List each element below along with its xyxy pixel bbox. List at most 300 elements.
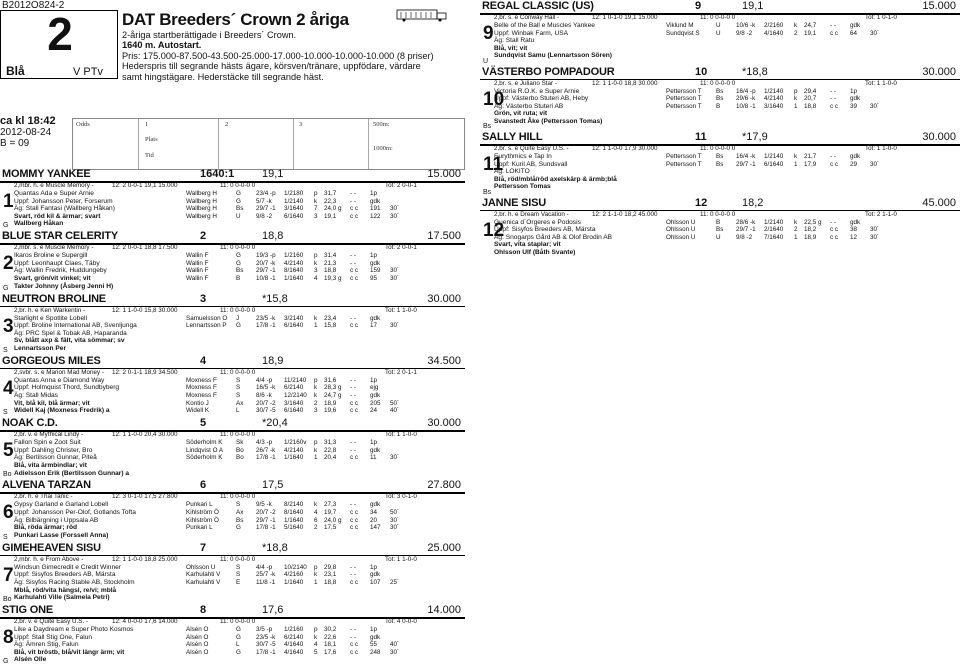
start-cell: Pettersson T — [666, 153, 702, 160]
colors-line: Svart, röd kil & ärmar; svart — [14, 212, 101, 220]
grid-col-1: 1 — [145, 121, 149, 128]
start-cell: - - — [350, 314, 356, 322]
prev-year-stat: 11: 0 0-0-0 0 — [700, 145, 736, 152]
start-cell: 20 — [370, 516, 378, 524]
horse-entry — [0, 479, 465, 541]
prize-money: 30.000 — [427, 292, 461, 305]
start-cell: 30´ — [390, 322, 400, 330]
start-cell: Moxness F — [186, 392, 217, 400]
start-cell: Sk — [236, 439, 244, 447]
start-cell: Lennartsson P — [186, 322, 227, 330]
start-cell: - - — [350, 259, 356, 267]
start-cell: - - — [350, 392, 356, 400]
start-cell: Pettersson T — [666, 160, 702, 168]
dam-line: Starlight e Spotlite Lobell — [14, 314, 87, 322]
horse-summary — [14, 431, 83, 439]
prev-year-stat: 11: 0 0-0-0 0 — [700, 79, 736, 87]
start-cell: U — [716, 22, 721, 29]
start-cell: Söderholm K — [186, 454, 223, 462]
start-cell: 3/5 -p — [256, 626, 273, 634]
start-cell: c c — [350, 212, 359, 220]
start-cell: G — [236, 633, 241, 641]
best-time: 18,8 — [262, 230, 284, 243]
race-color-label: Blå — [6, 64, 25, 78]
start-cell: 4 — [314, 641, 318, 649]
start-cell: 1 — [794, 160, 798, 168]
best-time: 19,1 — [742, 0, 764, 12]
start-cell: c c — [350, 454, 359, 462]
shoe-code: S — [3, 533, 8, 541]
owner-line: Äg: LOKITO — [494, 168, 530, 176]
start-cell: 24,0 g — [324, 205, 342, 213]
race-line: Pris: 175.000-87.500-43.500-25.000-17.000-10.000-10.000-10.000 (8 priser) — [122, 50, 434, 61]
start-cell: - - — [350, 384, 356, 392]
start-cell: 19,6 — [324, 407, 337, 415]
colors-line: Blå, vit; vit — [494, 44, 528, 52]
total-stat: Tot: 2 0-1-1 — [385, 368, 417, 376]
start-cell: 3 — [314, 212, 318, 220]
start-cell: 19,3 g — [324, 275, 342, 283]
horse-name: BLUE STAR CELERITY — [2, 230, 118, 243]
start-cell: 40´ — [390, 641, 400, 649]
owner-line: Äg: Ämren Stig, Falun — [14, 641, 79, 649]
start-cell: 50´ — [390, 399, 400, 407]
start-info — [0, 116, 72, 168]
driver-line: Sundqvist Samu (Lennartsson Sören) — [494, 52, 612, 60]
start-cell: - - — [350, 633, 356, 641]
start-cell: c c — [350, 399, 359, 407]
total-stat: Tot: 1 1-0-0 — [385, 431, 417, 439]
prize-money: 30.000 — [427, 417, 461, 430]
start-cell: 6 — [314, 516, 318, 524]
season-stat: 12: 1 1-0-0 15,8 30.000 — [112, 306, 178, 314]
start-cell: 23/5 -k — [256, 633, 276, 641]
start-cell: 29/7 -1 — [256, 516, 276, 524]
start-cell: Alsén O — [186, 626, 209, 634]
prize-money: 45.000 — [922, 196, 956, 209]
start-cell: 4/2140 — [284, 446, 304, 454]
prev-year-stat: 11: 0 0-0-0 0 — [220, 431, 256, 439]
start-cell: Sundqvist S — [666, 29, 700, 37]
owner-line: Äg: Wallin Fredrik, Huddungeby — [14, 267, 107, 275]
start-cell: B — [716, 218, 721, 226]
start-cell: Kontio J — [186, 399, 209, 407]
dam-line: Gypsy Garland e Garland Lobell — [14, 501, 109, 509]
horse-name: MOMMY YANKEE — [2, 168, 91, 180]
start-number: 4 — [3, 377, 14, 399]
colors-line: Vit, blå kil, blå ärmar; vit — [14, 399, 90, 407]
start-cell: 1p — [850, 87, 858, 95]
start-cell: 55 — [370, 641, 378, 649]
start-cell: k — [314, 501, 318, 509]
owner-line: Äg: Bilbärgning i Uppsala AB — [14, 516, 99, 524]
start-cell: 1p — [370, 626, 378, 634]
start-cell: gdk — [370, 392, 381, 400]
shoe-code: G — [3, 222, 9, 230]
start-number: 6 — [3, 502, 14, 524]
start-cell: 23/4 -p — [256, 190, 276, 197]
start-cell: 20/7 -k — [256, 259, 276, 267]
colors-line: Blå, röd/mblå/röd axelskärp & ärmb;blå — [494, 175, 617, 183]
start-cell: 2 — [794, 226, 798, 234]
start-cell: 22,3 — [324, 197, 337, 205]
total-stat: Tot: 1 0-1-0 — [865, 14, 897, 21]
start-cell: 30´ — [870, 233, 880, 241]
total-stat: Tot: 2 0-0-1 — [385, 182, 417, 189]
horse-record-mark: 1640:1 — [200, 168, 235, 180]
horse-name: NOAK C.D. — [2, 417, 58, 430]
season-stat: 12: 2 0-0-1 19,1 15.000 — [112, 182, 178, 189]
start-cell: 6/2140 — [284, 633, 304, 641]
start-cell: 30/7 -5 — [256, 407, 276, 415]
start-cell: 11/8 -1 — [256, 578, 276, 586]
start-cell: Ax — [236, 509, 244, 517]
start-cell: 4/2140 — [764, 95, 784, 103]
owner-line: Äg: Bertilsson Gunnar, Piteå — [14, 454, 97, 462]
start-cell: 4 — [314, 509, 318, 517]
start-cell: 29/7 -1 — [256, 205, 276, 213]
shoe-code: G — [3, 658, 9, 666]
start-cell: Bo — [236, 454, 244, 462]
start-cell: 4/1640 — [284, 641, 304, 649]
breeder-line: Uppf: Johansson Peter, Forserum — [14, 197, 113, 205]
start-cell: ejg — [370, 384, 379, 392]
start-cell: L — [236, 641, 240, 649]
race-line: Hederspris till segrande hästs ägare, körsven/tränare, uppfödare, värdare — [122, 61, 421, 72]
start-cell: 4 — [314, 275, 318, 283]
shoe-code: Bo — [3, 471, 12, 479]
start-cell: 1/1640 — [284, 578, 304, 586]
breeder-line: Uppf: Dahling Christer, Bro — [14, 446, 93, 454]
start-cell: 31,6 — [324, 376, 337, 384]
dam-line: Like a Daydream e Super Photo Kosmos — [14, 626, 134, 634]
start-cell: 4/4 -p — [256, 376, 273, 384]
start-cell: 12 — [850, 233, 858, 241]
start-cell: 19,1 — [804, 29, 817, 37]
start-cell: G — [236, 190, 241, 197]
start-cell: 17,5 — [324, 524, 337, 532]
start-cell: 20,4 — [324, 454, 337, 462]
start-cell: 4/2160 — [284, 571, 304, 579]
start-cell: c c — [830, 29, 839, 37]
start-cell: k — [314, 384, 318, 392]
start-cell: gdk — [370, 314, 381, 322]
start-cell: 5/1640 — [284, 524, 304, 532]
start-cell: Bs — [716, 95, 724, 103]
start-cell: 34 — [370, 509, 378, 517]
best-time: 18,2 — [742, 196, 764, 209]
start-cell: 19,7 — [324, 509, 337, 517]
start-cell: 18,8 — [324, 578, 337, 586]
start-cell: 30,2 — [324, 626, 337, 634]
prev-year-stat: 11: 0 0-0-0 0 — [220, 493, 256, 501]
start-number: 1 — [3, 191, 14, 212]
season-stat: 12: 1 1-0-0 18,8 25.000 — [112, 555, 178, 563]
owner-line: Äg: Västerbo Stuteri AB — [494, 102, 564, 110]
pedigree: 2,mbr. h. e Muscle Memory - — [14, 182, 94, 189]
start-cell: Bo — [236, 446, 244, 454]
start-cell: 31,3 — [324, 439, 337, 447]
start-cell: 8/6 -k — [256, 392, 272, 400]
start-cell: 7 — [314, 205, 318, 213]
start-cell: p — [314, 190, 318, 197]
owner-line: Äg: PRC Spel & Tobak AB, Haparanda — [14, 329, 127, 337]
start-cell: - - — [350, 190, 356, 197]
season-stat: 12: 2 1-1-0 18,2 45.000 — [592, 210, 658, 218]
race-title: DAT Breeders´ Crown 2 åriga — [122, 10, 349, 29]
start-cell: 18,9 — [804, 233, 817, 241]
start-cell: c c — [350, 267, 359, 275]
start-cell: - - — [350, 571, 356, 579]
start-cell: 17/8 -1 — [256, 648, 276, 656]
prev-year-stat: 11: 0 0-0-0 0 — [220, 306, 256, 314]
start-cell: 18,2 — [804, 226, 817, 234]
horse-entry — [480, 0, 960, 66]
start-cell: 29,8 — [324, 563, 337, 571]
dam-line: Belle of the Ball e Muscles Yankee — [494, 22, 595, 29]
start-cell: Wallin F — [186, 252, 209, 260]
season-stat: 12: 1 1-0-0 20,4 30.000 — [112, 431, 178, 439]
best-time: 19,1 — [262, 168, 284, 180]
start-cell: k — [794, 218, 798, 226]
breeder-line: Uppf: Sisyfos Breeders AB, Märsta — [14, 571, 116, 579]
start-cell: Punkari L — [186, 501, 213, 509]
shoe-code: Bo — [3, 596, 12, 604]
start-cell: Moxness F — [186, 384, 217, 392]
start-cell: p — [314, 626, 318, 634]
start-cell: 25/7 -k — [256, 571, 276, 579]
start-cell: c c — [350, 648, 359, 656]
start-cell: 1p — [370, 252, 378, 260]
start-cell: c c — [830, 160, 839, 168]
horse-summary — [14, 618, 88, 626]
colors-line: Grön, vit ruta; vit — [494, 110, 548, 118]
prev-year-stat: 11: 0 0-0-0 0 — [700, 210, 736, 218]
start-cell: 1/1640 — [284, 516, 304, 524]
owner-line: Äg: Stall Fantasi (Wallberg Håkan) — [14, 205, 115, 213]
autostart-car-icon — [396, 8, 448, 22]
season-stat: 12: 2 0-1-1 18,9 34.500 — [112, 368, 178, 376]
start-cell: 29/7 -1 — [256, 267, 276, 275]
shoe-code: Bs — [483, 188, 492, 196]
start-cell: p — [314, 563, 318, 571]
start-cell: 31,7 — [324, 190, 337, 197]
start-cell: 10/2140 — [284, 563, 307, 571]
start-cell: 1 — [794, 102, 798, 110]
start-cell: 18,8 — [804, 102, 817, 110]
start-cell: 95 — [370, 275, 378, 283]
horse-name: STIG ONE — [2, 604, 53, 617]
start-cell: 6/1640 — [284, 322, 304, 330]
start-cell: 1/1640 — [284, 275, 304, 283]
colors-line: Blå, vita ärmbindlar; vit — [14, 461, 87, 469]
breeder-line: Uppf: Stall Stig One, Falun — [14, 633, 93, 641]
start-cell: 8/2140 — [284, 501, 304, 509]
start-cell: Pettersson T — [666, 95, 702, 103]
start-number: 2 — [3, 253, 14, 275]
start-cell: c c — [830, 102, 839, 110]
start-cell: gdk — [370, 501, 381, 509]
start-cell: 3/2140 — [284, 314, 304, 322]
start-cell: Wallberg H — [186, 205, 217, 213]
start-cell: 19,1 — [324, 212, 337, 220]
start-cell: 1p — [370, 563, 378, 571]
race-line: samt hingstägare. Hederstäcke till segrande häst. — [122, 71, 324, 82]
start-cell: gdk — [370, 571, 381, 579]
start-cell: 4/3 -p — [256, 439, 273, 447]
start-cell: Wallin F — [186, 275, 209, 283]
horse-summary — [14, 493, 73, 501]
start-cell: Karhulahti V — [186, 571, 221, 579]
start-cell: 29/6 -k — [736, 95, 756, 103]
grid-tid: Tid — [145, 152, 154, 159]
start-cell: 6/1640 — [284, 212, 304, 220]
start-cell: J — [236, 314, 240, 322]
start-cell: Bs — [236, 516, 244, 524]
horse-summary — [14, 556, 83, 564]
start-cell: Moxness F — [186, 376, 217, 384]
start-cell: 50´ — [390, 509, 400, 517]
horse-summary — [494, 145, 569, 153]
start-cell: Alsén O — [186, 633, 209, 641]
start-cell: L — [236, 407, 240, 415]
race-line: 2-åriga startberättigade i Breeders´ Crown. — [122, 30, 297, 40]
race-type: V PTv — [73, 66, 103, 78]
race-number: 2 — [47, 8, 73, 60]
start-cell: 29/7 -1 — [736, 160, 756, 168]
pedigree: 2,br. h. e Thai Tanic - — [14, 493, 73, 501]
season-stat: 12: 2 0-0-1 18,8 17.500 — [112, 244, 178, 252]
start-cell: Bs — [716, 226, 724, 234]
start-cell: 27,3 — [324, 501, 337, 509]
start-cell: k — [794, 153, 798, 160]
driver-line: Takter Johnny (Åsberg Jenni H) — [14, 282, 114, 290]
prize-money: 15.000 — [427, 168, 461, 180]
start-cell: 8/1640 — [284, 267, 304, 275]
start-cell: 248 — [370, 648, 381, 656]
start-cell: 28,3 g — [324, 384, 342, 392]
start-cell: 24,7 g — [324, 392, 342, 400]
page-id: B2012O824-2 — [2, 0, 65, 11]
shoe-code: S — [3, 409, 8, 417]
start-cell: 38 — [850, 226, 858, 234]
driver-line: Svanstedt Åke (Pettersson Tomas) — [494, 117, 603, 125]
horse-record-mark: 8 — [200, 604, 207, 617]
race-line: 1640 m. Autostart. — [122, 40, 202, 51]
start-cell: 9/8 -2 — [736, 233, 753, 241]
start-cell: k — [794, 95, 798, 103]
start-cell: 22,6 — [324, 633, 337, 641]
total-stat: Tot: 1 1-0-0 — [385, 555, 417, 563]
start-cell: S — [236, 384, 241, 392]
start-cell: 30´ — [870, 29, 880, 37]
start-cell: Lindqvist O A — [186, 446, 224, 454]
start-cell: 17/8 -1 — [256, 524, 276, 532]
start-cell: - - — [830, 22, 836, 29]
start-cell: 18,1 — [324, 641, 337, 649]
horse-entry — [480, 66, 960, 132]
start-cell: 2/1640 — [764, 226, 784, 234]
season-stat: 12: 4 0-0-0 17,6 14.000 — [112, 618, 178, 626]
start-number: 7 — [3, 564, 14, 586]
start-number: 11 — [483, 154, 504, 175]
horse-record-mark: 4 — [200, 354, 207, 367]
start-cell: Bs — [716, 87, 724, 95]
start-cell: 20/7 -2 — [256, 509, 276, 517]
start-cell: c c — [350, 578, 359, 586]
horse-record-mark: 9 — [695, 0, 702, 12]
race-date: 2012-08-24 — [0, 127, 52, 138]
start-cell: 1 — [314, 578, 318, 586]
breeder-line: Uppf: Leonhaupt Claes, Täby — [14, 259, 100, 267]
start-cell: p — [794, 87, 798, 95]
start-cell: 4/1640 — [284, 648, 304, 656]
prize-money: 34.500 — [427, 354, 461, 367]
best-time: *15,8 — [262, 292, 288, 305]
start-cell: 24,0 g — [324, 516, 342, 524]
start-cell: 11/2140 — [284, 376, 307, 384]
start-cell: Alsén O — [186, 648, 209, 656]
breeder-line: Uppf: Kuril AB, Sundsvall — [494, 160, 568, 168]
driver-line: Widell Kaj (Moxness Fredrik) a — [14, 407, 110, 415]
season-stat: 12: 1 1-0-0 18,8 30.000 — [592, 79, 658, 87]
shoe-code: Bs — [483, 123, 492, 130]
start-cell: Punkari L — [186, 524, 213, 532]
prize-money: 15.000 — [922, 0, 956, 12]
total-stat: Tot: 1 1-0-0 — [865, 145, 897, 152]
start-cell: 30´ — [390, 205, 400, 213]
owner-line: Äg: Stall Ratu — [494, 37, 535, 45]
start-cell: 31,4 — [324, 252, 337, 260]
horse-name: REGAL CLASSIC (US) — [482, 0, 594, 12]
start-cell: 23/5 -k — [256, 314, 276, 322]
start-cell: - - — [830, 218, 836, 226]
start-cell: - - — [350, 376, 356, 384]
horse-name: VÄSTERBO POMPADOUR — [482, 65, 615, 78]
grid-odds-label: Odds — [76, 121, 90, 128]
start-cell: Bs — [716, 153, 724, 160]
start-cell: c c — [350, 516, 359, 524]
start-cell: - - — [350, 501, 356, 509]
grid-col-2: 2 — [225, 121, 229, 128]
horse-entry — [0, 355, 465, 417]
start-number: 9 — [483, 23, 494, 44]
start-cell: - - — [350, 446, 356, 454]
start-cell: k — [314, 446, 318, 454]
start-cell: Bs — [236, 267, 244, 275]
start-cell: 23,4 — [324, 314, 337, 322]
prev-year-stat: 11: 0 0-0-0 0 — [220, 368, 256, 376]
start-cell: k — [314, 314, 318, 322]
start-cell: 17,6 — [324, 648, 337, 656]
horse-record-mark: 7 — [200, 541, 207, 554]
horse-entry — [0, 542, 465, 604]
best-time: 18,9 — [262, 354, 284, 367]
start-cell: 6/1640 — [764, 160, 784, 168]
breeder-line: Uppf: Winbak Farm, USA — [494, 29, 569, 37]
start-cell: S — [236, 563, 241, 571]
start-cell: gdk — [850, 153, 861, 160]
dam-line: Guenica d´Orgeres e Podosis — [494, 218, 581, 226]
start-cell: 5/7 -k — [256, 197, 272, 205]
horse-record-mark: 10 — [695, 65, 708, 78]
start-cell: 18,8 — [324, 267, 337, 275]
start-number: 8 — [3, 627, 14, 649]
start-cell: c c — [350, 641, 359, 649]
start-number: 12 — [483, 219, 505, 241]
start-cell: 16/4 -p — [736, 87, 756, 95]
start-cell: 3 — [314, 407, 318, 415]
